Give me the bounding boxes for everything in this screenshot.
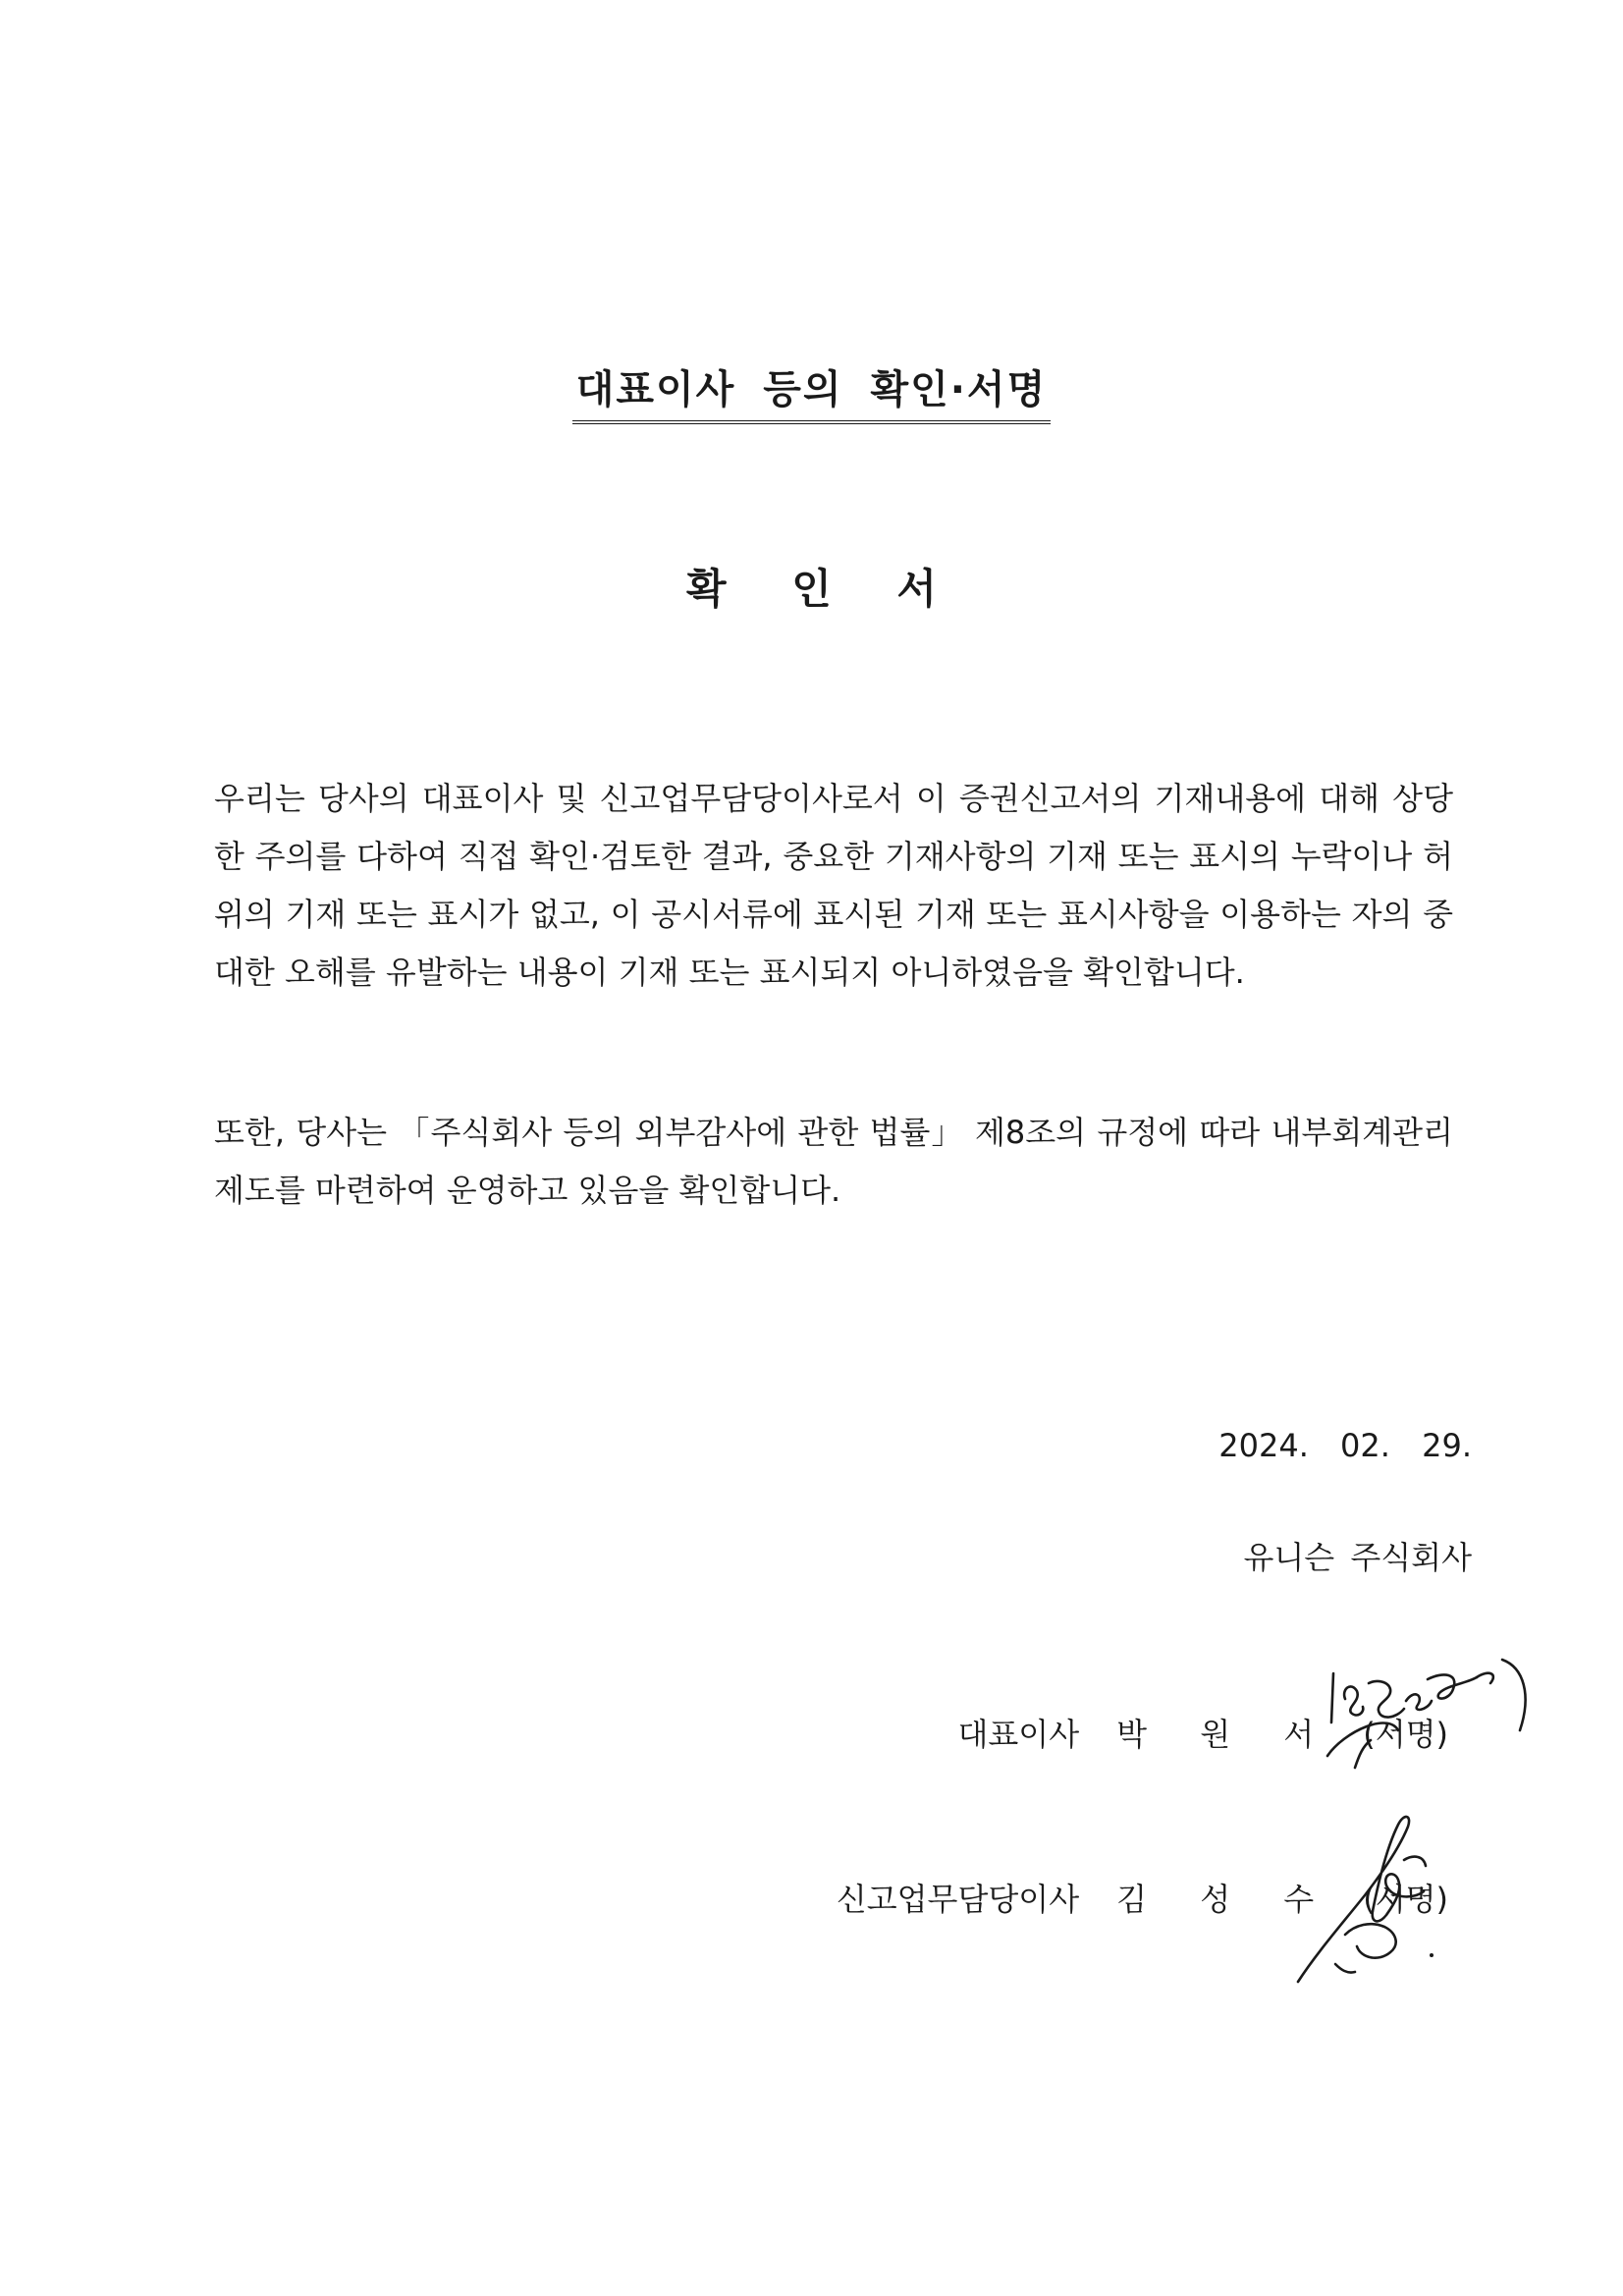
ink-dot [1430,1953,1434,1957]
document-subheading: 확 인 서 [686,565,962,613]
signatory-ceo [957,1710,1448,1755]
signatory-role: 대표이사 [957,1716,1080,1753]
heading-text: 대표이사 등의 확인·서명 [572,358,1051,424]
internal-control-paragraph: 또한, 당사는 「주식회사 등의 외부감사에 관한 법률」 제8조의 규정에 따라 내부회계관리제도를 마련하여 운영하고 있음을 확인합니다. [214,1114,1453,1209]
confirmation-paragraph: 우리는 당사의 대표이사 및 신고업무담당이사로서 이 증권신고서의 기재내용에 대해 상당한 주의를 다하여 직접 확인·검토한 결과, 중요한 기재사항의 기재 또는 표시의 누락이나 허위의 기재 또는 표시가 없고, 이 공시서류에 표시된 기재 또는 표시사항을 이용하는 자의 중대한 오해를 유발하는 내용이 기재 또는 표시되지 아니하였음을 확인합니다. [214,780,1453,991]
signatory-role: 신고업무담당이사 [836,1881,1080,1918]
signatory-name: 김 성 수 [1116,1881,1336,1918]
signature-tag: (서명) [1363,1881,1448,1918]
signature-tag: (서명) [1363,1716,1448,1753]
document-heading [0,358,1623,424]
company-name: 유니슨 주식회사 [1243,1539,1472,1576]
document-date: 2024. 02. 29. [1218,1427,1472,1464]
signatory-name: 박 원 서 [1116,1716,1336,1753]
signatory-disclosure-director [837,1875,1448,1920]
